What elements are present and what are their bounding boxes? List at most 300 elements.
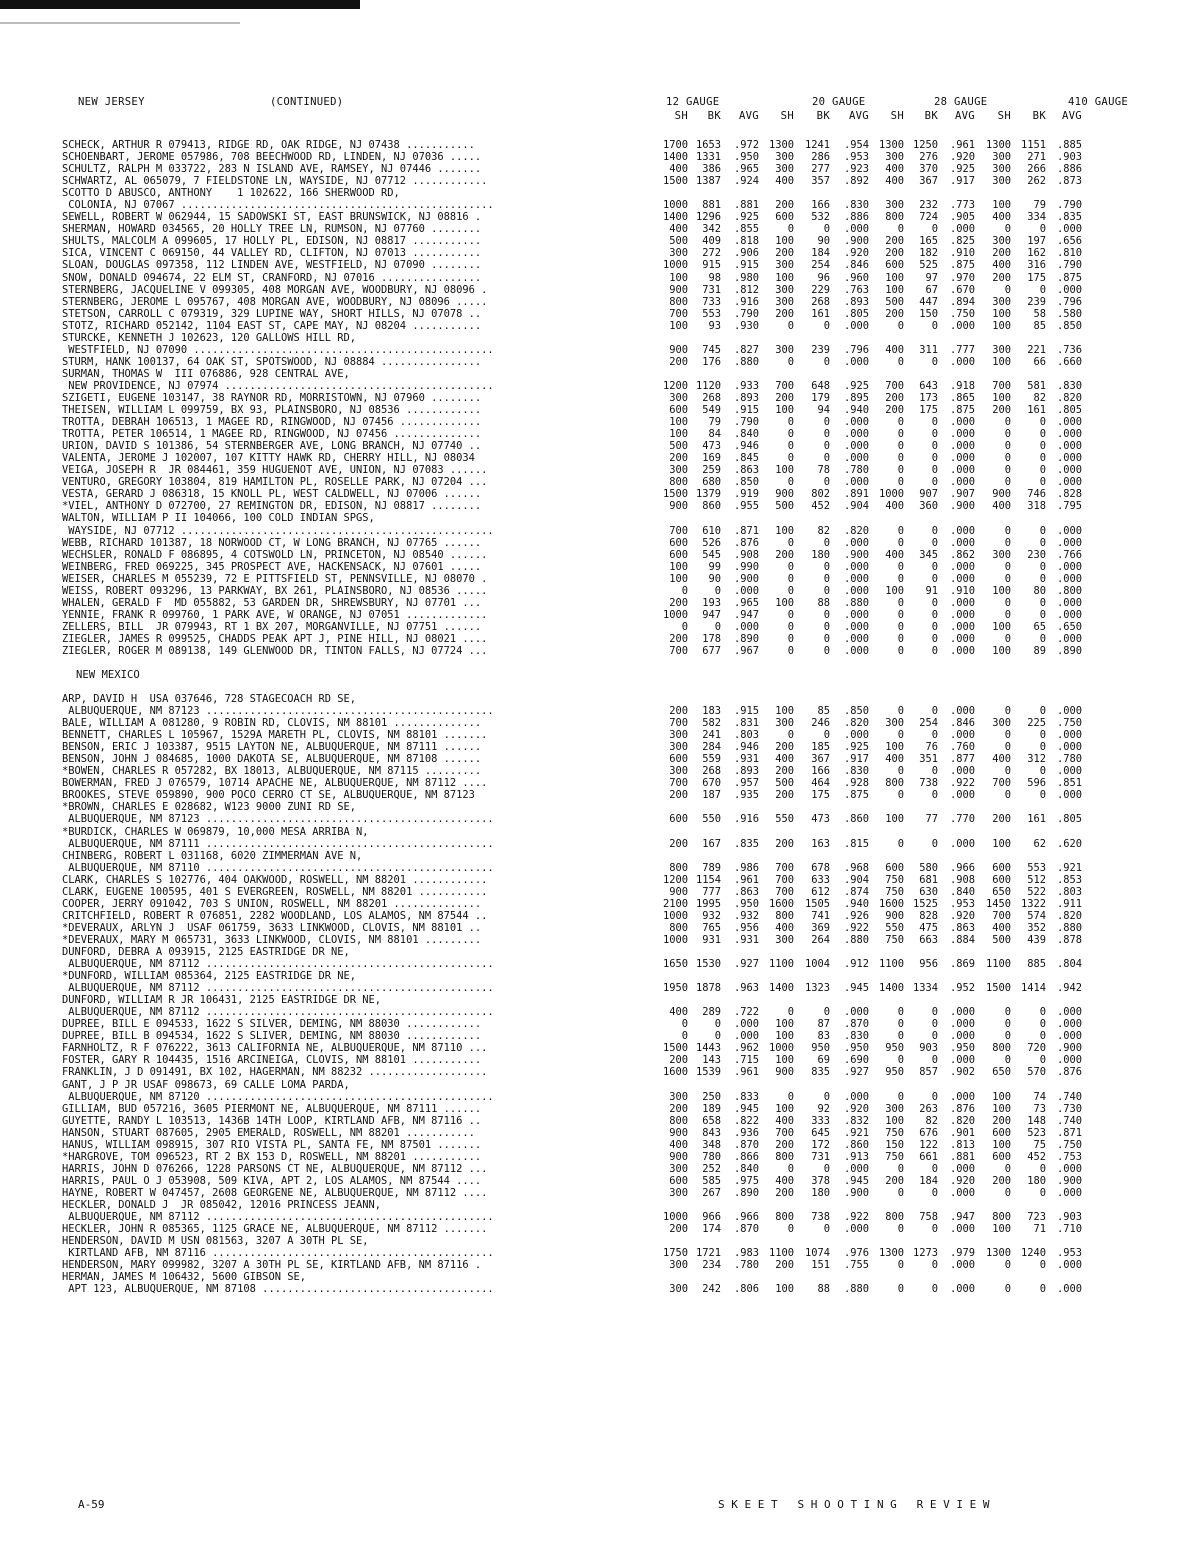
score-cell: 252 xyxy=(702,1162,721,1175)
score-cell: 0 xyxy=(1039,572,1046,585)
score-cell: 1323 xyxy=(804,982,830,995)
score-cell: 369 xyxy=(811,921,830,934)
score-cell: .935 xyxy=(733,789,759,802)
score-cell: 200 xyxy=(885,307,904,320)
score-cell: 600 xyxy=(669,536,688,549)
score-cell: 0 xyxy=(931,355,938,368)
score-cell: 0 xyxy=(897,765,904,778)
score-cell: 900 xyxy=(669,1126,688,1139)
score-cell: .925 xyxy=(949,163,975,176)
score-cell: .904 xyxy=(843,873,869,886)
shooter-entry: BENSON, JOHN J 084685, 1000 DAKOTA SE, ALBUQUERQUE, NM 87108 ...... xyxy=(62,753,482,766)
score-cell: 200 xyxy=(885,404,904,417)
score-cell: 0 xyxy=(787,319,794,332)
score-cell: 0 xyxy=(823,1162,830,1175)
score-cell: 800 xyxy=(885,1211,904,1224)
score-cell: 0 xyxy=(897,428,904,441)
score-cell: 276 xyxy=(919,151,938,164)
score-cell: 98 xyxy=(708,271,721,284)
score-cell: .820 xyxy=(1056,909,1082,922)
score-cell: 400 xyxy=(992,259,1011,272)
score-cell: 225 xyxy=(1027,717,1046,730)
score-cell: 0 xyxy=(1039,632,1046,645)
shooter-row xyxy=(62,597,1172,609)
score-cell: .790 xyxy=(733,416,759,429)
shooter-entry: WECHSLER, RONALD F 086895, 4 COTSWOLD LN, PRINCETON, NJ 08540 ...... xyxy=(62,548,488,561)
score-cell: .000 xyxy=(843,608,869,621)
score-cell: 0 xyxy=(787,729,794,742)
score-cell: 175 xyxy=(811,789,830,802)
score-cell: 0 xyxy=(714,1030,721,1043)
score-cell: .965 xyxy=(733,163,759,176)
score-cell: .000 xyxy=(1056,1054,1082,1067)
score-cell: .000 xyxy=(1056,789,1082,802)
score-cell: 300 xyxy=(885,1102,904,1115)
score-cell: 73 xyxy=(1033,1102,1046,1115)
score-cell: .810 xyxy=(1056,247,1082,260)
score-cell: .915 xyxy=(733,259,759,272)
shooter-row xyxy=(62,1054,1172,1066)
score-cell: 600 xyxy=(775,211,794,224)
shooter-row xyxy=(62,1091,1172,1103)
score-cell: 178 xyxy=(702,632,721,645)
score-cell: .890 xyxy=(733,632,759,645)
score-cell: 0 xyxy=(681,1018,688,1031)
score-cell: .945 xyxy=(733,1102,759,1115)
score-cell: 0 xyxy=(787,428,794,441)
score-cell: 200 xyxy=(775,199,794,212)
score-cell: 289 xyxy=(702,1006,721,1019)
score-cell: 300 xyxy=(669,1283,688,1296)
score-cell: 950 xyxy=(811,1042,830,1055)
score-cell: .710 xyxy=(1056,1223,1082,1236)
score-cell: 645 xyxy=(811,1126,830,1139)
score-cell: .000 xyxy=(1056,632,1082,645)
score-cell: 0 xyxy=(931,416,938,429)
score-cell: 1653 xyxy=(695,139,721,151)
shooter-entry: HARRIS, JOHN D 076266, 1228 PARSONS CT NE, ALBUQUERQUE, NM 87112 ... xyxy=(62,1162,488,1175)
score-cell: 777 xyxy=(702,885,721,898)
score-cell: 200 xyxy=(885,1174,904,1187)
shooter-entry: ALBUQUERQUE, NM 87110 .............................................. xyxy=(62,861,494,874)
score-cell: 746 xyxy=(1027,488,1046,501)
score-cell: .881 xyxy=(733,199,759,212)
score-cell: 67 xyxy=(925,283,938,296)
score-cell: 100 xyxy=(775,705,794,718)
shooter-row xyxy=(62,573,1172,585)
score-cell: .831 xyxy=(733,717,759,730)
shooter-entry: CLARK, EUGENE 100595, 401 S EVERGREEN, ROSWELL, NM 88201 ........... xyxy=(62,885,488,898)
score-cell: 400 xyxy=(992,211,1011,224)
score-cell: .906 xyxy=(733,247,759,260)
score-cell: 1000 xyxy=(662,608,688,621)
score-cell: .908 xyxy=(733,548,759,561)
score-cell: .915 xyxy=(733,404,759,417)
shooter-row xyxy=(62,223,1172,235)
score-cell: 300 xyxy=(775,151,794,164)
score-cell: 100 xyxy=(775,235,794,248)
score-cell: 0 xyxy=(823,729,830,742)
shooter-row xyxy=(62,525,1172,537)
score-cell: 263 xyxy=(919,1102,938,1115)
score-cell: 802 xyxy=(811,488,830,501)
score-cell: .766 xyxy=(1056,548,1082,561)
score-cell: 75 xyxy=(1033,1138,1046,1151)
score-cell: 200 xyxy=(775,837,794,850)
score-cell: .904 xyxy=(843,500,869,513)
score-cell: 0 xyxy=(1039,608,1046,621)
score-cell: .830 xyxy=(843,765,869,778)
score-cell: 0 xyxy=(897,1030,904,1043)
score-cell: 122 xyxy=(919,1138,938,1151)
score-cell: 447 xyxy=(919,295,938,308)
score-cell: 90 xyxy=(817,235,830,248)
score-cell: 907 xyxy=(919,488,938,501)
score-cell: .760 xyxy=(949,741,975,754)
score-cell: 239 xyxy=(1027,295,1046,308)
score-cell: .000 xyxy=(949,223,975,236)
score-cell: 200 xyxy=(775,1186,794,1199)
gauge-20-heading: 20 GAUGE xyxy=(812,96,866,108)
score-cell: 0 xyxy=(897,789,904,802)
score-cell: .763 xyxy=(843,283,869,296)
score-cell: 0 xyxy=(1004,572,1011,585)
score-cell: 99 xyxy=(708,560,721,573)
score-cell: 400 xyxy=(992,753,1011,766)
score-cell: 312 xyxy=(1027,753,1046,766)
shooter-row xyxy=(62,970,1172,982)
score-cell: 0 xyxy=(787,1090,794,1103)
shooter-entry: CLARK, CHARLES S 102776, 404 OAKWOOD, ROSWELL, NM 88201 ............ xyxy=(62,873,488,886)
shooter-row xyxy=(62,1066,1172,1078)
score-cell: 1240 xyxy=(1020,1247,1046,1260)
score-cell: .893 xyxy=(733,391,759,404)
shooter-entry: FRANKLIN, J D 091491, BX 102, HAGERMAN, NM 88232 ................... xyxy=(62,1066,488,1079)
score-cell: 600 xyxy=(669,404,688,417)
score-cell: 0 xyxy=(787,536,794,549)
score-cell: 553 xyxy=(702,307,721,320)
score-cell: 254 xyxy=(811,259,830,272)
score-cell: .000 xyxy=(843,560,869,573)
shooter-row xyxy=(62,151,1172,163)
score-cell: 1250 xyxy=(912,139,938,151)
score-cell: .000 xyxy=(843,319,869,332)
shooter-entry: STERNBERG, JACQUELINE V 099305, 408 MORGAN AVE, WOODBURY, NJ 08096 . xyxy=(62,283,488,296)
score-cell: .876 xyxy=(1056,1066,1082,1079)
score-cell: 234 xyxy=(702,1259,721,1272)
shooter-row xyxy=(62,549,1172,561)
score-cell: 0 xyxy=(1004,1018,1011,1031)
score-cell: 150 xyxy=(885,1138,904,1151)
score-cell: 100 xyxy=(992,1090,1011,1103)
score-cell: .873 xyxy=(1056,175,1082,188)
score-cell: .885 xyxy=(1056,139,1082,151)
score-cell: 0 xyxy=(787,560,794,573)
score-cell: 100 xyxy=(992,355,1011,368)
score-cell: 174 xyxy=(702,1223,721,1236)
score-cell: .946 xyxy=(733,741,759,754)
score-cell: 83 xyxy=(817,1030,830,1043)
score-cell: 0 xyxy=(823,644,830,657)
score-cell: 0 xyxy=(1004,1006,1011,1019)
score-cell: .855 xyxy=(733,223,759,236)
score-cell: 0 xyxy=(931,620,938,633)
shooter-entry: DUNFORD, WILLIAM R JR 106431, 2125 EASTRIDGE DR NE, xyxy=(62,994,382,1007)
score-cell: 166 xyxy=(811,199,830,212)
score-cell: 1443 xyxy=(695,1042,721,1055)
score-cell: .000 xyxy=(949,608,975,621)
shooter-row xyxy=(62,838,1172,850)
score-cell: 750 xyxy=(885,933,904,946)
score-cell: .820 xyxy=(843,524,869,537)
score-cell: .000 xyxy=(949,476,975,489)
score-cell: 409 xyxy=(702,235,721,248)
shooter-row xyxy=(62,416,1172,428)
score-cell: 1600 xyxy=(878,897,904,910)
score-cell: 1950 xyxy=(662,982,688,995)
score-cell: .950 xyxy=(733,897,759,910)
shooter-entry: ZELLERS, BILL JR 079943, RT 1 BX 207, MORGANVILLE, NJ 07751 ...... xyxy=(62,620,482,633)
score-cell: 0 xyxy=(897,1162,904,1175)
score-cell: 1322 xyxy=(1020,897,1046,910)
score-cell: .000 xyxy=(733,620,759,633)
score-cell: 183 xyxy=(702,705,721,718)
score-cell: .922 xyxy=(949,777,975,790)
score-cell: .805 xyxy=(843,307,869,320)
score-cell: .880 xyxy=(1056,921,1082,934)
score-cell: .961 xyxy=(733,1066,759,1079)
score-cell: 439 xyxy=(1027,933,1046,946)
score-cell: 0 xyxy=(714,1018,721,1031)
score-cell: 0 xyxy=(823,632,830,645)
score-cell: 1505 xyxy=(804,897,830,910)
score-cell: 185 xyxy=(811,741,830,754)
score-cell: .000 xyxy=(1056,1259,1082,1272)
score-cell: 277 xyxy=(811,163,830,176)
score-cell: 386 xyxy=(702,163,721,176)
score-cell: 1200 xyxy=(662,873,688,886)
shooter-entry: FOSTER, GARY R 104435, 1516 ARCINEIGA, CLOVIS, NM 88101 ........... xyxy=(62,1054,482,1067)
shooter-row xyxy=(62,452,1172,464)
score-cell: .975 xyxy=(733,1174,759,1187)
shooter-row xyxy=(62,1018,1172,1030)
score-cell: .917 xyxy=(843,753,869,766)
shooter-row xyxy=(62,1030,1172,1042)
shooter-entry: ALBUQUERQUE, NM 87112 .............................................. xyxy=(62,958,494,971)
score-cell: 700 xyxy=(775,885,794,898)
score-cell: 800 xyxy=(775,1211,794,1224)
shooter-entry: ALBUQUERQUE, NM 87123 .............................................. xyxy=(62,705,494,718)
shooter-row xyxy=(62,826,1172,838)
shooter-entry: CHINBERG, ROBERT L 031168, 6020 ZIMMERMAN AVE N, xyxy=(62,849,363,862)
score-cell: .825 xyxy=(949,235,975,248)
score-cell: .000 xyxy=(949,560,975,573)
score-cell: 82 xyxy=(817,524,830,537)
score-cell: 200 xyxy=(775,789,794,802)
score-cell: .875 xyxy=(949,259,975,272)
score-cell: 0 xyxy=(931,1030,938,1043)
score-cell: 0 xyxy=(823,572,830,585)
score-cell: 1151 xyxy=(1020,139,1046,151)
score-cell: .961 xyxy=(733,873,759,886)
score-cell: 200 xyxy=(775,307,794,320)
score-cell: .900 xyxy=(843,548,869,561)
column-subheader: BK xyxy=(924,110,938,122)
score-cell: 1296 xyxy=(695,211,721,224)
score-cell: .880 xyxy=(733,355,759,368)
score-cell: .796 xyxy=(1056,295,1082,308)
score-cell: 0 xyxy=(1039,765,1046,778)
score-cell: 100 xyxy=(885,741,904,754)
score-cell: .953 xyxy=(949,897,975,910)
score-cell: 200 xyxy=(992,1114,1011,1127)
score-cell: .893 xyxy=(843,295,869,308)
score-cell: 1500 xyxy=(662,175,688,188)
score-cell: 357 xyxy=(811,175,830,188)
score-cell: .670 xyxy=(949,283,975,296)
score-cell: 264 xyxy=(811,933,830,946)
score-cell: .830 xyxy=(843,1030,869,1043)
score-cell: .750 xyxy=(1056,717,1082,730)
score-cell: 600 xyxy=(669,753,688,766)
score-cell: 200 xyxy=(775,741,794,754)
score-cell: .770 xyxy=(949,813,975,826)
score-cell: 800 xyxy=(885,211,904,224)
score-cell: 0 xyxy=(1004,1283,1011,1296)
score-cell: 700 xyxy=(775,861,794,874)
score-cell: 0 xyxy=(931,572,938,585)
score-cell: 0 xyxy=(1039,1283,1046,1296)
score-cell: 100 xyxy=(885,813,904,826)
score-cell: .790 xyxy=(733,307,759,320)
shooter-entry: NEW PROVIDENCE, NJ 07974 ........................................... xyxy=(62,379,494,392)
score-cell: 1000 xyxy=(662,909,688,922)
score-cell: 0 xyxy=(787,644,794,657)
score-cell: .965 xyxy=(733,596,759,609)
score-cell: 0 xyxy=(931,765,938,778)
score-cell: 0 xyxy=(931,596,938,609)
score-cell: 100 xyxy=(669,271,688,284)
score-cell: .846 xyxy=(843,259,869,272)
score-cell: 643 xyxy=(919,379,938,392)
score-cell: .962 xyxy=(733,1042,759,1055)
score-cell: 162 xyxy=(1027,247,1046,260)
score-cell: 342 xyxy=(702,223,721,236)
score-cell: .730 xyxy=(1056,1102,1082,1115)
score-cell: 100 xyxy=(992,1102,1011,1115)
score-cell: 0 xyxy=(787,608,794,621)
score-cell: .000 xyxy=(949,644,975,657)
shooter-row xyxy=(62,934,1172,946)
score-cell: 300 xyxy=(669,1090,688,1103)
shooter-row xyxy=(62,801,1172,813)
score-cell: 200 xyxy=(992,404,1011,417)
score-cell: .926 xyxy=(843,909,869,922)
score-cell: 0 xyxy=(681,1030,688,1043)
score-cell: .750 xyxy=(1056,1138,1082,1151)
score-cell: 0 xyxy=(1039,1162,1046,1175)
score-cell: .660 xyxy=(1056,355,1082,368)
score-cell: 184 xyxy=(811,247,830,260)
shooter-row xyxy=(62,344,1172,356)
score-cell: 0 xyxy=(931,789,938,802)
score-cell: 266 xyxy=(1027,163,1046,176)
score-cell: .828 xyxy=(1056,488,1082,501)
shooter-row xyxy=(62,139,1172,151)
score-cell: .000 xyxy=(1056,596,1082,609)
shooter-entry: WESTFIELD, NJ 07090 ................................................ xyxy=(62,343,494,356)
shooter-entry: WALTON, WILLIAM P II 104066, 100 COLD INDIAN SPGS, xyxy=(62,512,375,525)
shooter-row xyxy=(62,428,1172,440)
shooter-row xyxy=(62,910,1172,922)
score-cell: 268 xyxy=(702,765,721,778)
score-cell: 100 xyxy=(669,428,688,441)
publication-name: S K E E T S H O O T I N G R E V I E W xyxy=(718,1498,990,1511)
score-cell: 500 xyxy=(775,777,794,790)
score-cell: 525 xyxy=(919,259,938,272)
score-cell: .907 xyxy=(949,488,975,501)
score-cell: 0 xyxy=(897,355,904,368)
score-cell: .875 xyxy=(843,789,869,802)
score-cell: 79 xyxy=(708,416,721,429)
score-cell: 0 xyxy=(681,620,688,633)
score-cell: .755 xyxy=(843,1259,869,1272)
score-cell: 100 xyxy=(992,644,1011,657)
score-cell: 843 xyxy=(702,1126,721,1139)
score-cell: 0 xyxy=(1004,608,1011,621)
score-cell: .877 xyxy=(949,753,975,766)
shooter-entry: VESTA, GERARD J 086318, 15 KNOLL PL, WEST CALDWELL, NJ 07006 ...... xyxy=(62,488,482,501)
shooter-entry: *DEVERAUX, MARY M 065731, 3633 LINKWOOD, CLOVIS, NM 88101 ......... xyxy=(62,933,482,946)
score-cell: 1400 xyxy=(768,982,794,995)
score-cell: 58 xyxy=(1033,307,1046,320)
shooter-row xyxy=(62,187,1172,199)
score-cell: .000 xyxy=(949,1054,975,1067)
score-cell: .000 xyxy=(1056,1030,1082,1043)
score-cell: .931 xyxy=(733,933,759,946)
score-cell: 300 xyxy=(992,343,1011,356)
score-cell: 2100 xyxy=(662,897,688,910)
score-cell: 950 xyxy=(885,1066,904,1079)
score-cell: 311 xyxy=(919,343,938,356)
score-cell: .000 xyxy=(1056,536,1082,549)
score-cell: 78 xyxy=(817,464,830,477)
score-cell: .000 xyxy=(949,837,975,850)
score-cell: .870 xyxy=(733,1138,759,1151)
score-cell: 1000 xyxy=(662,1211,688,1224)
score-cell: .750 xyxy=(949,307,975,320)
score-cell: 900 xyxy=(775,1066,794,1079)
score-cell: 0 xyxy=(1004,596,1011,609)
score-cell: 180 xyxy=(1027,1174,1046,1187)
score-cell: 400 xyxy=(992,921,1011,934)
score-cell: 0 xyxy=(931,560,938,573)
score-cell: 661 xyxy=(919,1150,938,1163)
score-cell: 0 xyxy=(931,536,938,549)
score-cell: 900 xyxy=(669,1150,688,1163)
score-cell: 172 xyxy=(811,1138,830,1151)
score-cell: 885 xyxy=(1027,958,1046,971)
score-cell: .947 xyxy=(733,608,759,621)
score-cell: 167 xyxy=(702,837,721,850)
score-cell: .620 xyxy=(1056,837,1082,850)
score-cell: .870 xyxy=(843,1018,869,1031)
score-cell: 780 xyxy=(702,1150,721,1163)
score-cell: 881 xyxy=(702,199,721,212)
score-cell: .957 xyxy=(733,777,759,790)
score-cell: 1200 xyxy=(662,379,688,392)
score-cell: 0 xyxy=(1039,1259,1046,1272)
